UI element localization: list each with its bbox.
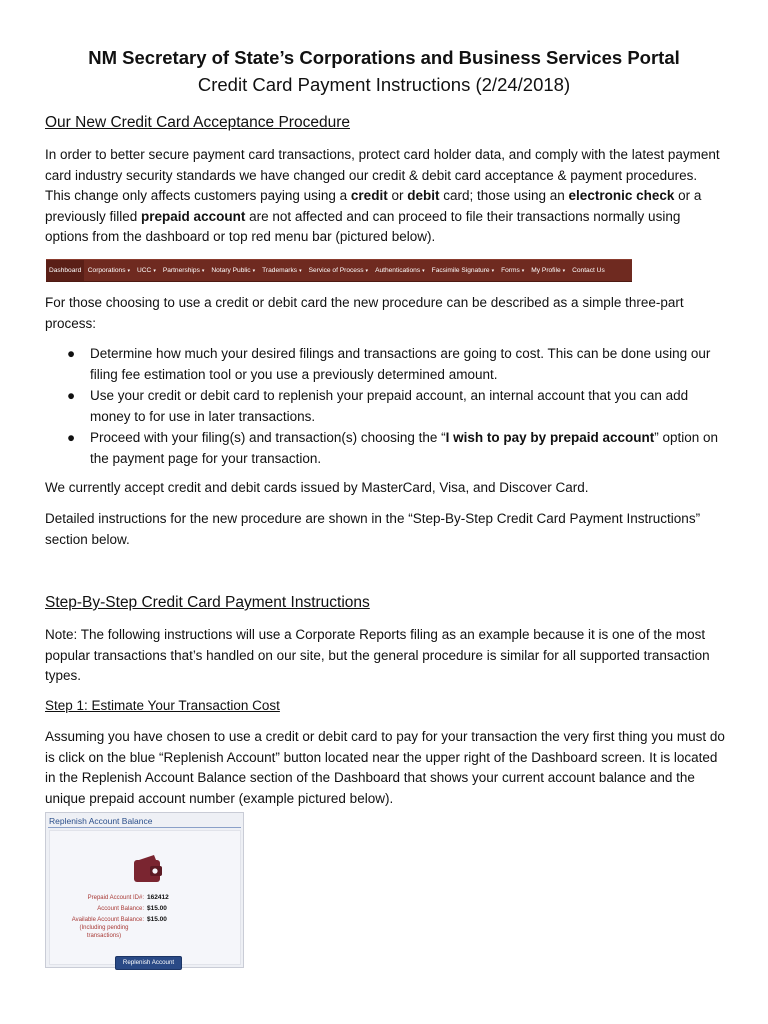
menu-item-forms: Forms ▾: [501, 267, 525, 274]
caret-down-icon: ▾: [153, 267, 156, 274]
wallet-icon: [130, 851, 166, 887]
caret-down-icon: ▾: [562, 267, 566, 274]
account-balance-value: $15.00: [147, 905, 167, 912]
menu-item-ucc: UCC ▾: [137, 267, 156, 274]
available-balance-label: Available Account Balance:: [71, 917, 144, 923]
list-item: ● Determine how much your desired filings and transactions are going to cost. This can be done using our filing fee estimation tool or you use a previously determined amount.: [67, 346, 711, 382]
caret-down-icon: ▾: [491, 267, 495, 274]
replenish-account-button[interactable]: Replenish Account: [115, 956, 182, 970]
menu-bar-screenshot: [46, 259, 632, 282]
page-subtitle: Credit Card Payment Instructions (2/24/2018): [197, 74, 571, 95]
replenish-account-panel: [45, 812, 244, 968]
caret-down-icon: ▾: [521, 267, 525, 274]
menu-item-service-of-process: Service of Process ▾: [308, 267, 369, 274]
bullet-icon: ●: [67, 346, 76, 361]
intro-paragraph: In order to better secure payment card transactions, protect card holder data, and comply with the latest payment card industry security standards we have changed our credit & debit card acceptance & payment procedures. This change only affects customers paying using a credit or debit card; those using an electronic check or a previously filled prepaid account are not affected and can proceed to file their transactions normally using options from the dashboard or top red menu bar (pictured below).: [45, 147, 720, 245]
bullet-icon: ●: [67, 388, 76, 404]
menu-item-notary-public: Notary Public ▾: [211, 267, 256, 274]
caret-down-icon: ▾: [201, 267, 205, 274]
note-paragraph: Note: The following instructions will use a Corporate Reports filing as an example because it is one of the most popular transactions that’s handled on our site, but the general procedure is similar for all supported transaction types.: [45, 627, 710, 684]
panel-title: Replenish Account Balance: [49, 816, 153, 826]
list-item: ● Use your credit or debit card to replenish your prepaid account, an internal account that you can add money to for use in later transactions.: [67, 388, 689, 424]
detail-paragraph: Detailed instructions for the new procedure are shown in the “Step-By-Step Credit Card Payment Instructions” section below.: [45, 511, 701, 547]
caret-down-icon: ▾: [365, 267, 369, 274]
step1-heading: Step 1: Estimate Your Transaction Cost: [45, 698, 280, 713]
bullet-icon: ●: [67, 430, 76, 446]
accepted-cards-paragraph: We currently accept credit and debit cards issued by MasterCard, Visa, and Discover Card.: [45, 480, 589, 495]
menu-item-trademarks: Trademarks ▾: [262, 267, 302, 274]
panel-body: [49, 830, 241, 965]
menu-item-corporations: Corporations ▾: [87, 267, 131, 274]
prepaid-id-label: Prepaid Account ID#:: [87, 895, 144, 901]
account-balance-label: Account Balance:: [97, 906, 144, 912]
section-heading-new-procedure: Our New Credit Card Acceptance Procedure: [45, 114, 350, 131]
pending-note: (Including pending transactions): [79, 925, 129, 939]
caret-down-icon: ▾: [127, 267, 131, 274]
section-heading-step-by-step: Step-By-Step Credit Card Payment Instructions: [45, 594, 370, 611]
available-balance-value: $15.00: [147, 916, 167, 923]
caret-down-icon: ▾: [252, 267, 256, 274]
prepaid-id-value: 162412: [147, 894, 169, 901]
menu-item-dashboard: Dashboard: [46, 260, 84, 281]
list-item: ● Proceed with your filing(s) and transaction(s) choosing the “I wish to pay by prepaid account” option on the payment page for your transaction.: [67, 430, 719, 466]
process-intro-paragraph: For those choosing to use a credit or debit card the new procedure can be described as a simple three-part process:: [45, 295, 684, 331]
menu-item-facsimile-signature: Facsimile Signature ▾: [431, 267, 495, 274]
caret-down-icon: ▾: [299, 267, 302, 274]
menu-item-contact-us: Contact Us: [572, 267, 605, 274]
page-title: NM Secretary of State’s Corporations and Business Services Portal: [88, 47, 680, 68]
menu-item-my-profile: My Profile ▾: [531, 267, 566, 274]
process-bullet-list: [45, 344, 725, 471]
panel-divider: [48, 827, 241, 828]
menu-item-partnerships: Partnerships ▾: [162, 267, 205, 274]
caret-down-icon: ▾: [422, 267, 425, 274]
menu-item-authentications: Authentications ▾: [375, 267, 425, 274]
step1-paragraph: Assuming you have chosen to use a credit or debit card to pay for your transaction the very first thing you must do is click on the blue “Replenish Account” button located near the upper right of the Dashboard screen. It is located in the Replenish Account Balance section of the Dashboard that shows your current account balance and the unique prepaid account number (example pictured below).: [45, 729, 725, 806]
